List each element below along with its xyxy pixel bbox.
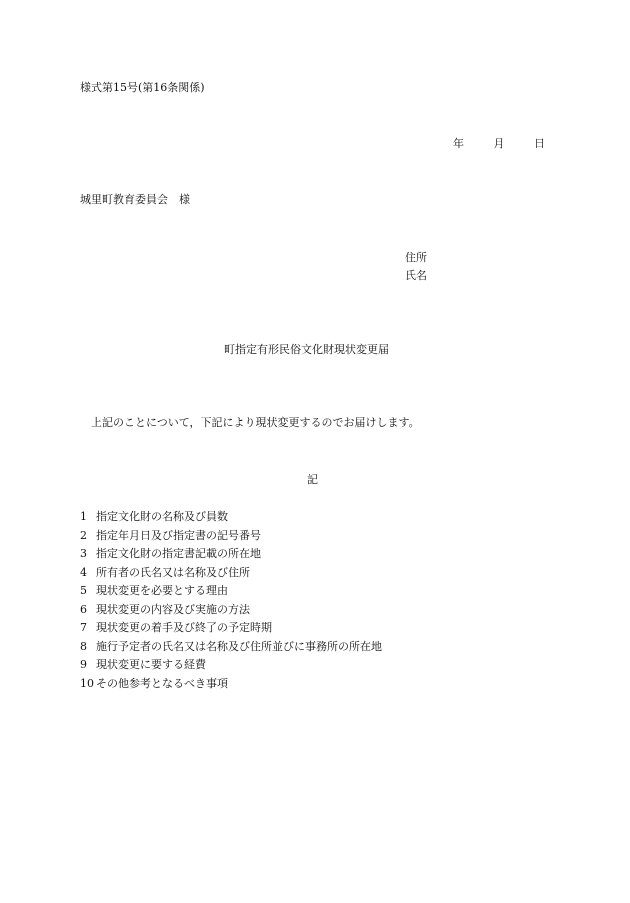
item-number: 2 bbox=[80, 528, 87, 542]
item-text: 現状変更の着手及び終了の予定時期 bbox=[96, 621, 272, 634]
item-number: 7 bbox=[80, 621, 87, 634]
document-title: 町指定有形民俗文化財現状変更届 bbox=[224, 343, 389, 356]
item-text: その他参考となるべき事項 bbox=[96, 676, 228, 690]
item-number: 10 bbox=[80, 676, 94, 690]
item-number: 9 bbox=[80, 658, 87, 671]
list-item bbox=[80, 527, 382, 546]
item-list bbox=[80, 508, 382, 693]
list-item bbox=[80, 675, 382, 694]
item-number: 5 bbox=[80, 584, 87, 597]
item-number: 3 bbox=[80, 547, 87, 560]
item-text: 現状変更に要する経費 bbox=[96, 658, 206, 671]
lead-text: 上記のことについて，下記により現状変更するのでお届けします。 bbox=[91, 416, 420, 429]
item-number: 8 bbox=[80, 639, 87, 653]
list-item bbox=[80, 638, 382, 657]
ki-heading: 記 bbox=[307, 473, 318, 486]
date-year-label: 年 bbox=[453, 137, 464, 150]
applicant-block bbox=[405, 249, 427, 285]
list-item bbox=[80, 582, 382, 601]
list-item bbox=[80, 619, 382, 638]
item-text: 現状変更を必要とする理由 bbox=[96, 584, 228, 597]
item-number: 4 bbox=[80, 565, 87, 579]
item-text: 指定文化財の名称及び員数 bbox=[96, 510, 228, 523]
addressee: 城里町教育委員会 様 bbox=[80, 193, 190, 206]
list-item bbox=[80, 656, 382, 675]
list-item bbox=[80, 564, 382, 583]
list-item bbox=[80, 601, 382, 620]
date-day-label: 日 bbox=[534, 137, 545, 150]
date-month-label: 月 bbox=[493, 137, 505, 150]
item-number: 1 bbox=[80, 510, 87, 523]
form-number: 様式第15号(第16条関係) bbox=[80, 81, 205, 94]
list-item bbox=[80, 545, 382, 564]
date-line bbox=[453, 137, 545, 151]
item-text: 施行予定者の氏名又は名称及び住所並びに事務所の所在地 bbox=[96, 639, 382, 653]
item-text: 所有者の氏名又は名称及び住所 bbox=[96, 565, 250, 579]
item-text: 指定年月日及び指定書の記号番号 bbox=[96, 528, 261, 542]
item-text: 指定文化財の指定書記載の所在地 bbox=[96, 547, 261, 560]
list-item bbox=[80, 508, 382, 527]
address-label: 住所 bbox=[405, 251, 427, 264]
name-label: 氏名 bbox=[405, 269, 427, 282]
item-number: 6 bbox=[80, 602, 87, 616]
item-text: 現状変更の内容及び実施の方法 bbox=[96, 602, 250, 616]
